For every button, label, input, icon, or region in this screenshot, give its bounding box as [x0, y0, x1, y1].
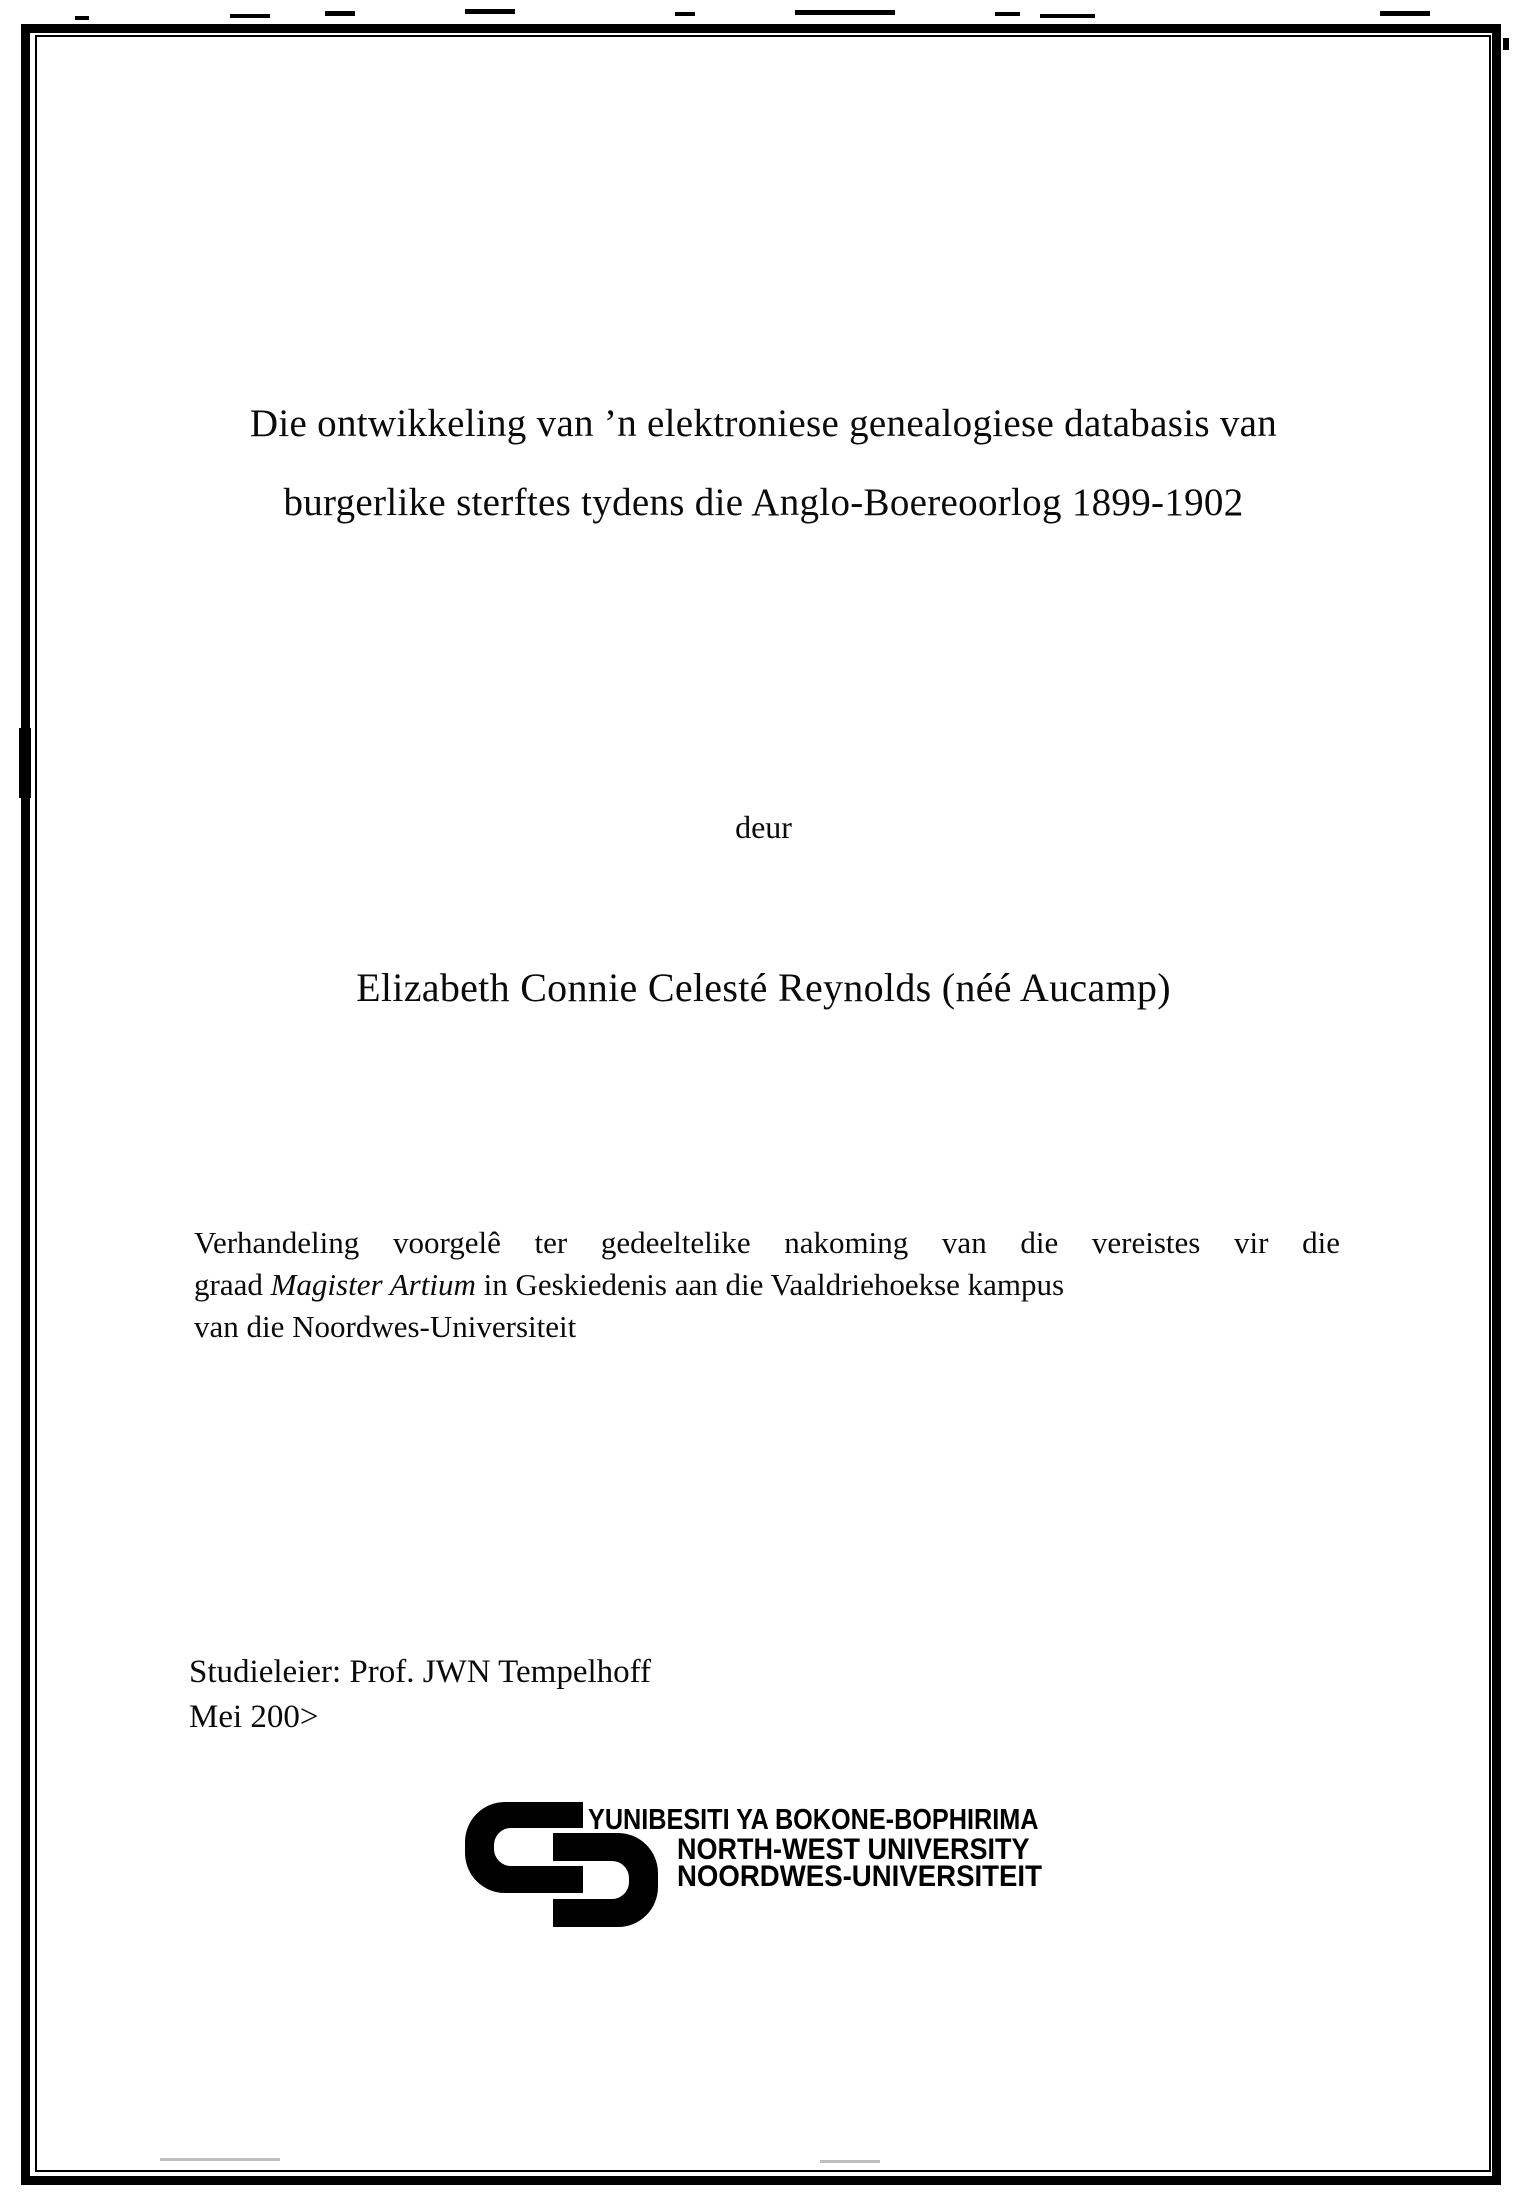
scan-artifact [325, 11, 355, 16]
scan-artifact [795, 10, 895, 15]
declaration-line2-suffix: in Geskiedenis aan die Vaaldriehoekse kampus [475, 1267, 1065, 1302]
declaration-line1: Verhandeling voorgelê ter gedeeltelike nakoming van die vereistes vir die [194, 1225, 1340, 1260]
logo-text-afrikaans: NOORDWES-UNIVERSITEIT [677, 1860, 1042, 1893]
scan-artifact [160, 2158, 280, 2161]
logo-text-english: NORTH-WEST UNIVERSITY [677, 1833, 1030, 1866]
scan-artifact [465, 9, 515, 14]
scan-artifact [19, 728, 31, 798]
scan-artifact [1380, 11, 1430, 16]
declaration-line3: van die Noordwes-Universiteit [194, 1309, 577, 1344]
scan-artifact [995, 12, 1020, 16]
scan-artifact [75, 16, 89, 20]
degree-name-italic: Magister Artium [270, 1267, 476, 1302]
logo-text-setswana: YUNIBESITI YA BOKONE-BOPHIRIMA [588, 1804, 1039, 1836]
scan-artifact [675, 12, 695, 16]
thesis-title-line1: Die ontwikkeling van ’n elektroniese genealogiese databasis van [249, 402, 1278, 445]
declaration-line2-prefix: graad [194, 1267, 271, 1302]
supervisor-line: Studieleier: Prof. JWN Tempelhoff [189, 1654, 652, 1690]
author-name: Elizabeth Connie Celesté Reynolds (néé Aucamp) [356, 965, 1171, 1010]
scan-artifact [1503, 38, 1509, 50]
scan-artifact [1040, 14, 1095, 18]
degree-declaration [194, 1222, 1340, 1348]
byline-deur: deur [735, 809, 792, 845]
scan-artifact [230, 14, 270, 18]
thesis-title-line2: burgerlike sterftes tydens die Anglo-Boereoorlog 1899-1902 [283, 481, 1244, 524]
date-line: Mei 200> [189, 1699, 319, 1735]
declaration-line2 [194, 1264, 1340, 1306]
scan-artifact [820, 2160, 880, 2163]
